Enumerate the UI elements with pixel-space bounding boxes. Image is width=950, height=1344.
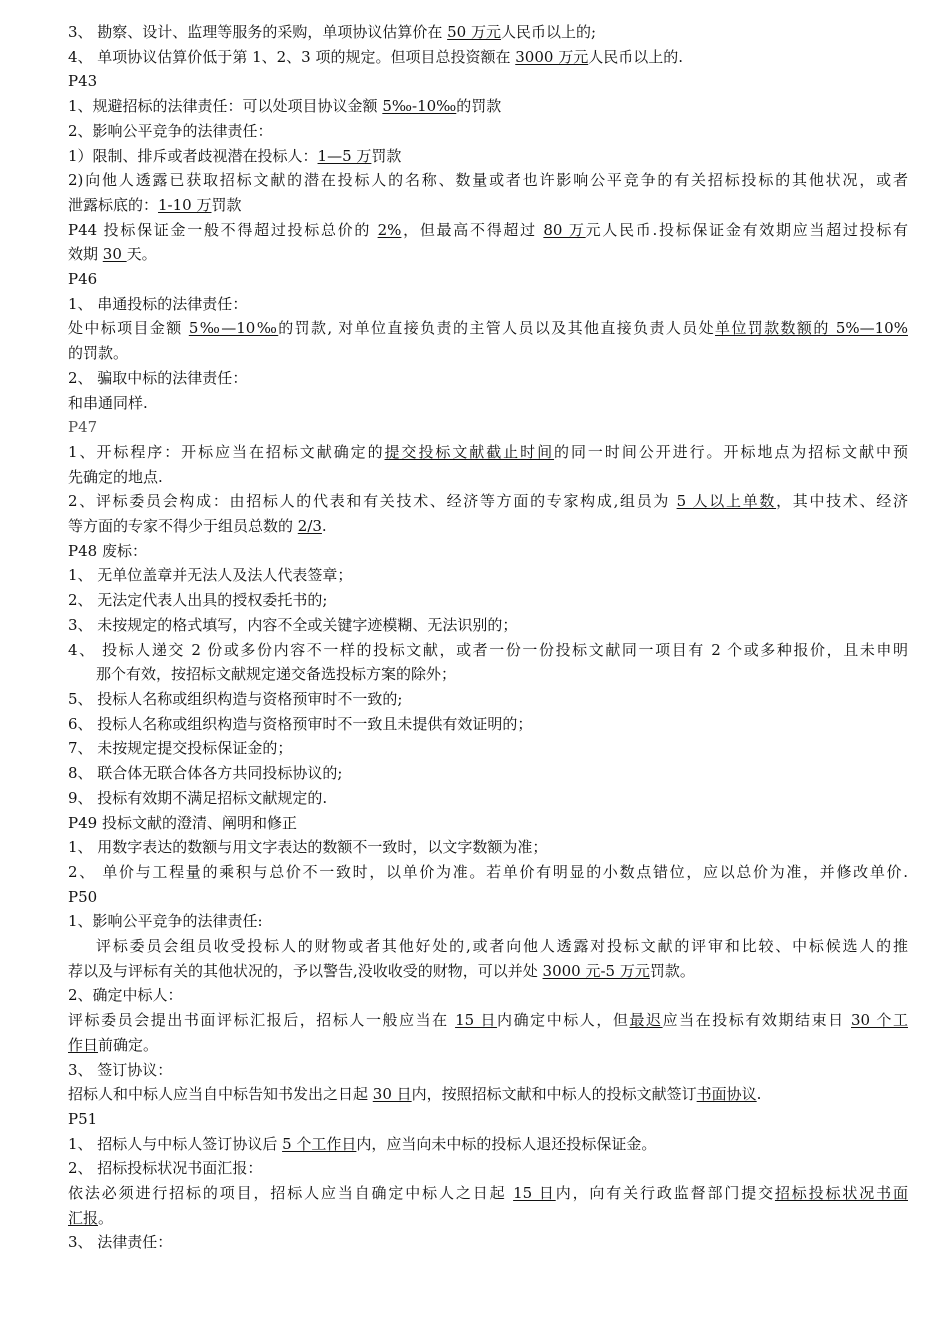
text-line (68, 20, 908, 45)
text-line (68, 292, 908, 317)
text-run: 2、 招标投标状况书面汇报： (68, 1159, 263, 1178)
underlined-text: 30 日 (372, 1085, 412, 1104)
text-run: ，其中技术、经济 (776, 492, 908, 511)
text-run: 。 (98, 1208, 114, 1227)
text-run: 评标委员会提出书面评标汇报后，招标人一般应当在 (68, 1011, 456, 1030)
text-run: 内，向有关行政监督部门提交 (555, 1184, 775, 1203)
text-run: 2、 无法定代表人出具的授权委托书的; (68, 591, 328, 610)
underlined-text: 30 个工 (851, 1011, 908, 1030)
text-line (68, 1107, 908, 1132)
text-line (68, 1206, 908, 1231)
underlined-text: 作日 (68, 1035, 99, 1054)
text-line (68, 959, 908, 984)
text-line (68, 662, 908, 687)
underlined-text: 3000 元-5 万元 (542, 961, 650, 980)
text-run: 招标人和中标人应当自中标告知书发出之日起 (68, 1085, 373, 1104)
underlined-text: 汇报 (68, 1208, 99, 1227)
text-run: P43 (68, 72, 98, 91)
text-run: 等方面的专家不得少于组员总数的 (68, 517, 298, 536)
text-run: 荐以及与评标有关的其他状况的，予以警告,没收收受的财物，可以并处 (68, 961, 543, 980)
text-run: 评标委员会组员收受投标人的财物或者其他好处的,或者向他人透露对投标文献的评审和比较、中标候选人的推 (96, 937, 908, 956)
text-line (68, 638, 908, 663)
text-run: P44 投标保证金一般不得超过投标总价的 (68, 220, 378, 239)
text-line (68, 761, 908, 786)
text-line (68, 267, 908, 292)
text-run: 罚款 (211, 195, 242, 214)
text-line (68, 514, 908, 539)
text-run: ，但最高不得超过 (401, 220, 544, 239)
text-line (68, 465, 908, 490)
underlined-text: 单位罚款数额的 5%—10% (715, 319, 908, 338)
text-line (68, 736, 908, 761)
text-run: 3、 未按规定的格式填写，内容不全或关键字迹模糊、无法识别的； (68, 615, 518, 634)
text-run: 1）限制、排斥或者歧视潜在投标人： (68, 146, 318, 165)
text-run: 9、 投标有效期不满足招标文献规定的. (68, 788, 328, 807)
text-run: 罚款。 (649, 961, 695, 980)
underlined-text: 15 日 (455, 1011, 498, 1030)
underlined-text: 提交投标文献截止时间 (384, 442, 555, 461)
text-line (68, 786, 908, 811)
text-line (68, 1082, 908, 1107)
text-run: P51 (68, 1109, 98, 1128)
text-run: 3、 签订协议： (68, 1060, 173, 1079)
underlined-text: 1—5 万 (317, 146, 372, 165)
text-run: 处中标项目金额 (68, 319, 189, 338)
text-run: 4、 投标人递交 2 份或多份内容不一样的投标文献，或者一份一份投标文献同一项目有 2 个或多种报价，且未申明 (68, 640, 908, 659)
text-line (68, 909, 908, 934)
text-run: P47 (68, 418, 98, 437)
text-run: 1、 用数字表达的数额与用文字表达的数额不一致时，以文字数额为准； (68, 838, 548, 857)
text-line (68, 489, 908, 514)
text-run: 效期 (68, 245, 103, 264)
underlined-text: 书面协议 (696, 1085, 757, 1104)
text-run: 2、确定中标人： (68, 986, 183, 1005)
underlined-text: 30 (102, 245, 127, 264)
text-run: 1、影响公平竞争的法律责任: (68, 912, 263, 931)
text-run: . (756, 1085, 762, 1104)
text-run: 人民币以上的. (588, 47, 683, 66)
text-run: 泄露标底的： (68, 195, 159, 214)
text-run: 那个有效，按招标文献规定递交备选投标方案的除外； (96, 665, 457, 684)
text-line (68, 712, 908, 737)
underlined-text: 最迟 (629, 1011, 663, 1030)
text-line (68, 366, 908, 391)
text-line (68, 885, 908, 910)
text-line (68, 415, 908, 440)
text-run: 7、 未按规定提交投标保证金的； (68, 739, 293, 758)
underlined-text: 5 个工作日 (282, 1134, 357, 1153)
text-run: P48 废标： (68, 541, 147, 560)
text-run: 先确定的地点. (68, 467, 163, 486)
text-line (68, 1058, 908, 1083)
text-line (68, 539, 908, 564)
text-run: 1、 无单位盖章并无法人及法人代表签章； (68, 566, 353, 585)
text-run: 5、 投标人名称或组织构造与资格预审时不一致的; (68, 689, 403, 708)
text-run: 和串通同样. (68, 393, 148, 412)
text-line (68, 835, 908, 860)
text-line (68, 193, 908, 218)
text-run: 2、影响公平竞争的法律责任： (68, 121, 273, 140)
text-run: 1、 招标人与中标人签订协议后 (68, 1134, 283, 1153)
text-line (68, 316, 908, 341)
text-run: P49 投标文献的澄清、阐明和修正 (68, 813, 297, 832)
text-run: 1、开标程序：开标应当在招标文献确定的 (68, 442, 385, 461)
text-run: 2、 骗取中标的法律责任： (68, 368, 248, 387)
underlined-text: 80 万 (543, 220, 586, 239)
underlined-text: 2/3 (297, 517, 322, 536)
text-line (68, 218, 908, 243)
underlined-text: 3000 万元 (515, 47, 589, 66)
text-run: 的罚款, 对单位直接负责的主管人员以及其他直接负责人员处 (278, 319, 716, 338)
text-line (68, 69, 908, 94)
text-line (68, 168, 908, 193)
text-run: 人民币以上的; (500, 23, 597, 41)
text-run: 3、 法律责任： (68, 1233, 173, 1252)
text-line (68, 45, 908, 70)
text-run: 内，应当向未中标的投标人退还投标保证金。 (356, 1134, 657, 1153)
text-run: 前确定。 (98, 1035, 159, 1054)
text-run: 8、 联合体无联合体各方共同投标协议的; (68, 764, 343, 783)
text-run: P46 (68, 270, 98, 289)
underlined-text: 2% (377, 220, 402, 239)
text-run: 2、评标委员会构成：由招标人的代表和有关技术、经济等方面的专家构成,组员为 (68, 492, 677, 511)
text-line (68, 440, 908, 465)
text-run: 依法必须进行招标的项目，招标人应当自确定中标人之日起 (68, 1184, 514, 1203)
text-run: 的罚款 (456, 97, 502, 116)
underlined-text: 15 日 (513, 1184, 556, 1203)
text-line (68, 1132, 908, 1157)
text-run: 3、 勘察、设计、监理等服务的采购，单项协议估算价在 (68, 23, 448, 41)
text-run: 6、 投标人名称或组织构造与资格预审时不一致且未提供有效证明的； (68, 714, 533, 733)
text-run: 的同一时间公开进行。开标地点为招标文献中预 (554, 442, 908, 461)
text-line (68, 687, 908, 712)
text-run: 天。 (126, 245, 157, 264)
text-run: . (321, 517, 327, 536)
text-line (68, 1230, 908, 1255)
text-line (68, 860, 908, 885)
text-run: 2)向他人透露已获取招标文献的潜在投标人的名称、数量或者也许影响公平竞争的有关招标投标的其他状况，或者 (68, 171, 908, 190)
underlined-text: 50 万元 (447, 23, 501, 41)
underlined-text: 5‰—10‰ (188, 319, 279, 338)
text-line (68, 811, 908, 836)
text-line (68, 341, 908, 366)
text-run: 1、规避招标的法律责任：可以处项目协议金额 (68, 97, 383, 116)
text-line (68, 563, 908, 588)
text-run: 内，按照招标文献和中标人的投标文献签订 (411, 1085, 697, 1104)
text-line (68, 1033, 908, 1058)
text-run: 2、 单价与工程量的乘积与总价不一致时，以单价为准。若单价有明显的小数点错位，应以总价为准，并修改单价. (68, 862, 908, 881)
text-run: 的罚款。 (68, 344, 129, 363)
text-line (68, 983, 908, 1008)
text-line (68, 94, 908, 119)
text-line (68, 144, 908, 169)
text-line (68, 1156, 908, 1181)
text-line (68, 1008, 908, 1033)
document-page (68, 20, 908, 1255)
underlined-text: 5 人以上单数 (676, 492, 777, 511)
underlined-text: 1-10 万 (158, 195, 212, 214)
text-run: 4、 单项协议估算价低于第 1、2、3 项的规定。但项目总投资额在 (68, 47, 516, 66)
text-line (68, 934, 908, 959)
text-run: 内确定中标人，但 (497, 1011, 630, 1030)
text-run: 罚款 (371, 146, 402, 165)
text-line (68, 242, 908, 267)
text-run: 应当在投标有效期结束日 (662, 1011, 851, 1030)
underlined-text: 5‰-10‰ (382, 97, 457, 116)
text-line (68, 119, 908, 144)
text-line (68, 588, 908, 613)
text-line (68, 613, 908, 638)
text-run: 元人民币.投标保证金有效期应当超过投标有 (585, 220, 909, 239)
text-line (68, 391, 908, 416)
text-line (68, 1181, 908, 1206)
underlined-text: 招标投标状况书面 (774, 1184, 908, 1203)
text-run: P50 (68, 887, 98, 906)
text-run: 1、 串通投标的法律责任： (68, 294, 248, 313)
